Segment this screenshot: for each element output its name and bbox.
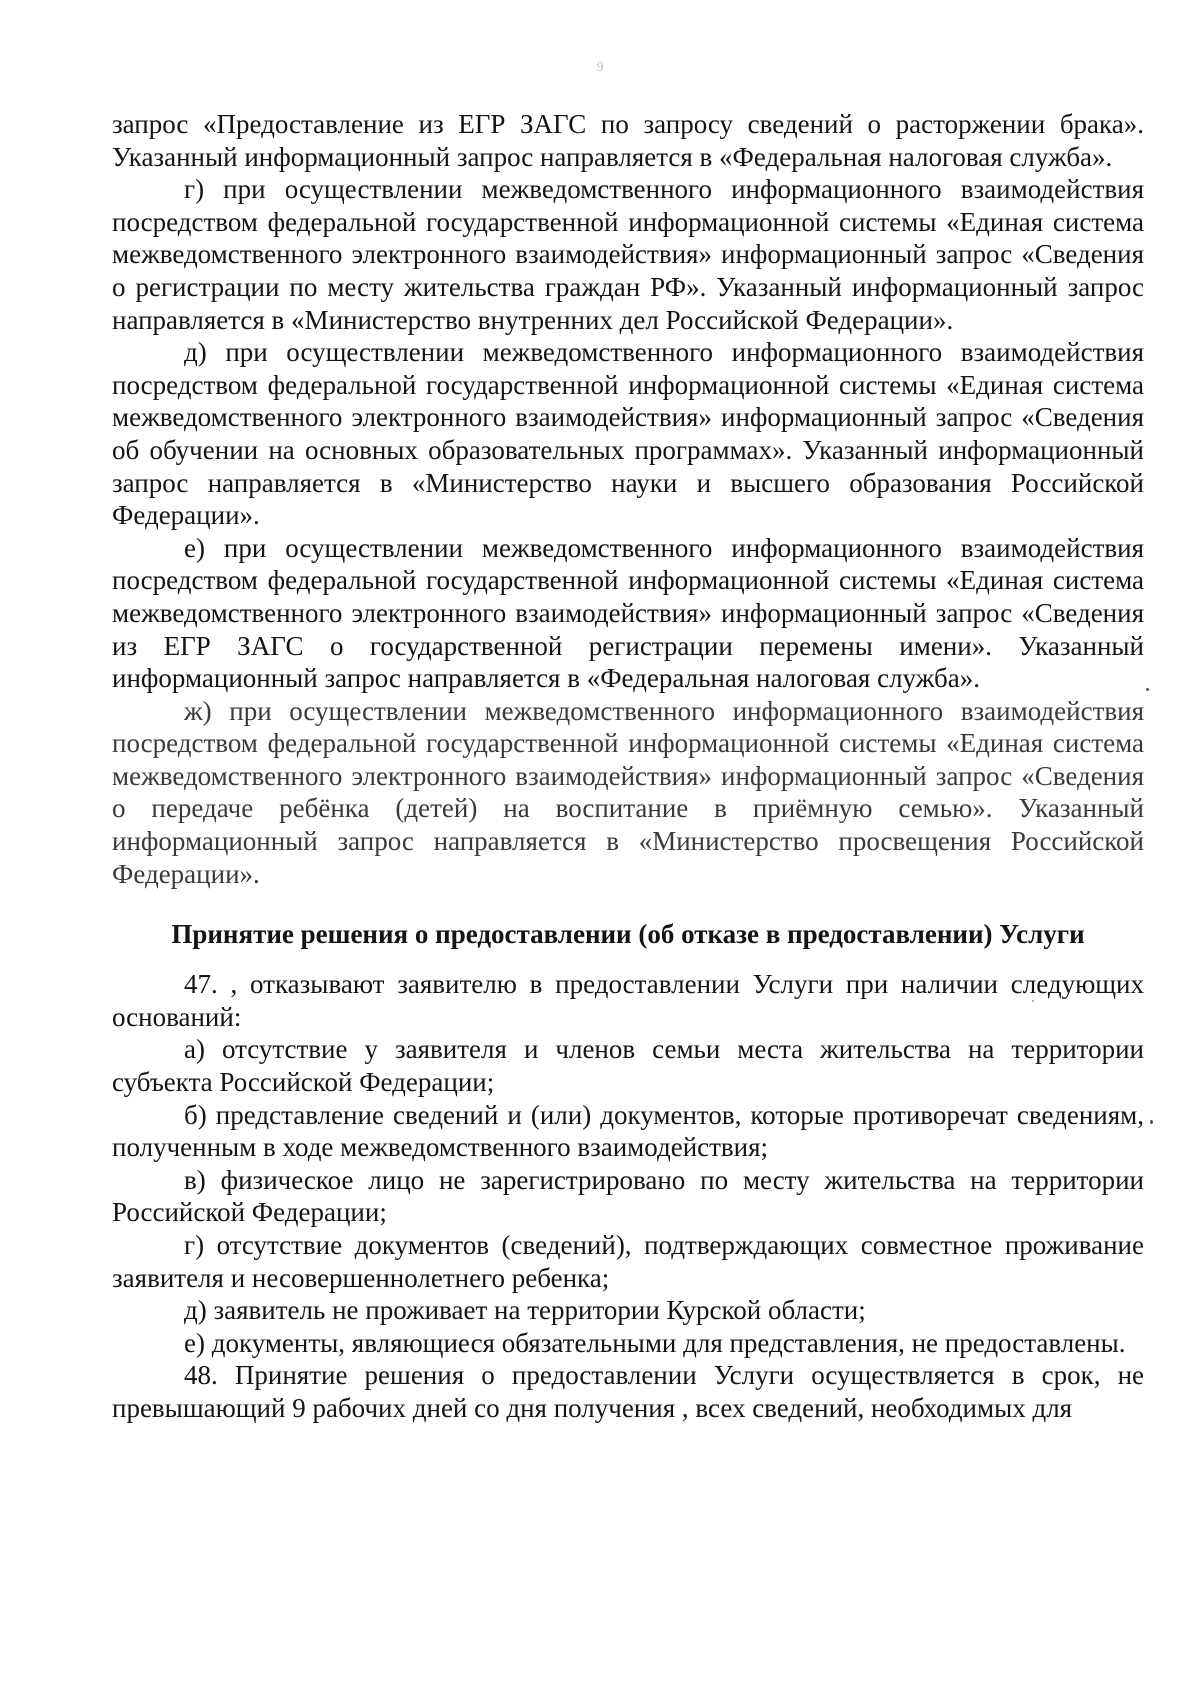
scan-speck [1150,1120,1153,1124]
paragraph-47-b: б) представление сведений и (или) документов, которые противоречат сведениям, полученным в ходе межведомственного взаимодействия; [112,1099,1144,1163]
paragraph-47-refusal-grounds: 47. , отказывают заявителю в предоставлении Услуги при наличии следующих оснований: [112,969,1144,1032]
paragraph-48-decision-term: 48. Принятие решения о предоставлении Услуги осуществляется в срок, не превышающий 9 рабочих дней со дня получения , всех сведений, необходимых для [112,1360,1144,1423]
paragraph-47-e: е) документы, являющиеся обязательными для представления, не предоставлены. [184,1327,1126,1358]
paragraph-e-name-change: е) при осуществлении межведомственного информационного взаимодействия посредством федеральной государственной информационной системы «Единая система межведомственного электронного взаимодействия» информационный запрос «Сведения из ЕГР ЗАГС о государственной регистрации перемены имени». Указанный информационный запрос направляется в «Федеральная налоговая служба». [112,532,1144,694]
scan-speck [1032,1000,1034,1002]
paragraph-47-g: г) отсутствие документов (сведений), подтверждающих совместное проживание заявителя и несовершеннолетнего ребенка; [112,1230,1144,1293]
paragraph-zh-foster-family: ж) при осуществлении межведомственного информационного взаимодействия посредством федеральной государственной информационной системы «Единая система межведомственного электронного взаимодействия» информационный запрос «Сведения о передаче ребёнка (детей) на воспитание в приёмную семью». Указанный информационный запрос направляется в «Министерство просвещения Российской Федерации». [112,695,1144,889]
paragraph-47-v: в) физическое лицо не зарегистрировано по месту жительства на территории Российской Федерации; [112,1164,1144,1228]
page-number: 9 [596,60,604,75]
paragraph-47-a: а) отсутствие у заявителя и членов семьи места жительства на территории субъекта Российской Федерации; [112,1034,1144,1098]
paragraph-47-d: д) заявитель не проживает на территории Курской области; [184,1295,866,1326]
section-heading: Принятие решения о предоставлении (об отказе в предоставлении) Услуги [171,919,1085,950]
paragraph-zags-divorce-continuation: запрос «Предоставление из ЕГР ЗАГС по запросу сведений о расторжении брака». Указанный информационный запрос направляется в «Федеральная налоговая служба». [112,109,1144,172]
paragraph-d-education: д) при осуществлении межведомственного информационного взаимодействия посредством федеральной государственной информационной системы «Единая система межведомственного электронного взаимодействия» информационный запрос «Сведения об обучении на основных образовательных программах». Указанный информационный запрос направляется в «Министерство науки и высшего образования Российской Федерации». [112,337,1144,531]
paragraph-g-registration: г) при осуществлении межведомственного информационного взаимодействия посредством федеральной государственной информационной системы «Единая система межведомственного электронного взаимодействия» информационный запрос «Сведения о регистрации по месту жительства граждан РФ». Указанный информационный запрос направляется в «Министерство внутренних дел Российской Федерации». [112,174,1144,335]
scan-speck [1146,688,1149,691]
document-body [112,108,1144,1425]
